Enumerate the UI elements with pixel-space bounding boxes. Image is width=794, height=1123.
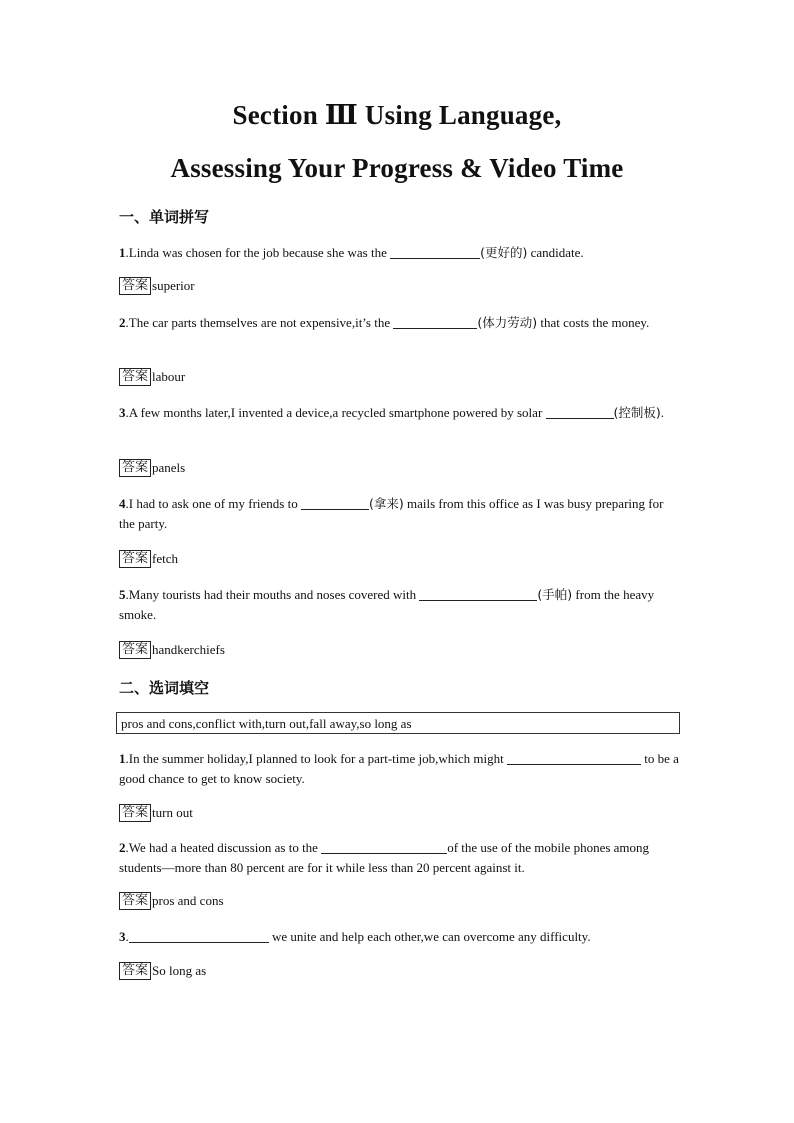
question-number: 1	[119, 751, 126, 766]
answer-tag: 答案	[119, 277, 151, 295]
answer-blank[interactable]	[393, 314, 477, 329]
question-hint: (体力劳动)	[477, 315, 538, 330]
answer-text: pros and cons	[152, 893, 224, 908]
answer-tag: 答案	[119, 368, 151, 386]
question-text-end: candidate.	[527, 245, 584, 260]
answer-tag: 答案	[119, 962, 151, 980]
question-hint: (手帕)	[537, 587, 573, 602]
question-fill-1	[119, 749, 679, 789]
answer-text: fetch	[152, 551, 178, 566]
answer-fill-3	[119, 962, 206, 980]
answer-spelling-5	[119, 641, 225, 659]
question-number: 2	[119, 840, 126, 855]
answer-tag: 答案	[119, 550, 151, 568]
question-text-end: we unite and help each other,we can overcome any difficulty.	[268, 929, 591, 944]
answer-fill-2	[119, 892, 224, 910]
question-text: .We had a heated discussion as to the	[125, 840, 322, 855]
answer-text: labour	[152, 369, 186, 384]
question-fill-2	[119, 838, 679, 878]
question-spelling-2	[119, 313, 679, 333]
question-number: 3	[119, 929, 126, 944]
answer-blank[interactable]	[546, 404, 614, 419]
question-number: 3	[119, 405, 126, 420]
answer-text: handkerchiefs	[152, 642, 225, 657]
answer-spelling-4	[119, 550, 178, 568]
question-text-end: to be a good chance to get to know society.	[119, 751, 679, 786]
question-number: 4	[119, 496, 126, 511]
question-hint: (拿来)	[368, 496, 404, 511]
answer-text: So long as	[152, 963, 207, 978]
section-heading-spelling: 一、单词拼写	[119, 208, 210, 226]
answer-blank[interactable]	[507, 750, 641, 765]
question-text: .The car parts themselves are not expensive,it’s the	[125, 315, 394, 330]
question-text-end: mails from this office as I was busy preparing for the party.	[119, 496, 664, 531]
question-text: .A few months later,I invented a device,a recycled smartphone powered by solar	[125, 405, 546, 420]
question-hint: (更好的)	[480, 245, 528, 260]
answer-spelling-2	[119, 368, 185, 386]
question-text: .Linda was chosen for the job because she was the	[125, 245, 391, 260]
question-text-end: from the heavy smoke.	[119, 587, 655, 622]
question-fill-3	[119, 927, 679, 947]
question-spelling-1	[119, 243, 679, 263]
answer-text: superior	[152, 278, 195, 293]
answer-tag: 答案	[119, 804, 151, 822]
question-text: .	[125, 929, 129, 944]
question-text-end: .	[660, 405, 665, 420]
answer-tag: 答案	[119, 641, 151, 659]
question-text: .I had to ask one of my friends to	[125, 496, 301, 511]
question-text: .Many tourists had their mouths and noses covered with	[125, 587, 420, 602]
question-text-end: that costs the money.	[537, 315, 650, 330]
question-spelling-3	[119, 403, 679, 423]
question-number: 5	[119, 587, 126, 602]
question-hint: (控制板)	[613, 405, 661, 420]
answer-blank[interactable]	[129, 928, 269, 943]
answer-tag: 答案	[119, 459, 151, 477]
answer-spelling-3	[119, 459, 185, 477]
page-title-line-1: Section Ⅲ Using Language,	[232, 100, 562, 130]
answer-fill-1	[119, 804, 193, 822]
answer-spelling-1	[119, 277, 195, 295]
answer-text: panels	[152, 460, 186, 475]
question-number: 1	[119, 245, 126, 260]
answer-blank[interactable]	[419, 586, 537, 601]
answer-blank[interactable]	[390, 244, 480, 259]
question-spelling-4	[119, 494, 679, 534]
page-title-line-2: Assessing Your Progress & Video Time	[170, 153, 624, 183]
question-text: .In the summer holiday,I planned to look for a part-time job,which might	[125, 751, 507, 766]
answer-blank[interactable]	[321, 839, 447, 854]
question-number: 2	[119, 315, 126, 330]
section-heading-fill-in: 二、选词填空	[119, 679, 210, 697]
answer-text: turn out	[152, 805, 193, 820]
question-spelling-5	[119, 585, 679, 625]
answer-blank[interactable]	[301, 495, 369, 510]
word-bank-box: pros and cons,conflict with,turn out,fall away,so long as	[116, 712, 680, 734]
answer-tag: 答案	[119, 892, 151, 910]
question-text-end: of the use of the mobile phones among students—more than 80 percent are for it while less than 20 percent against it.	[119, 840, 650, 875]
